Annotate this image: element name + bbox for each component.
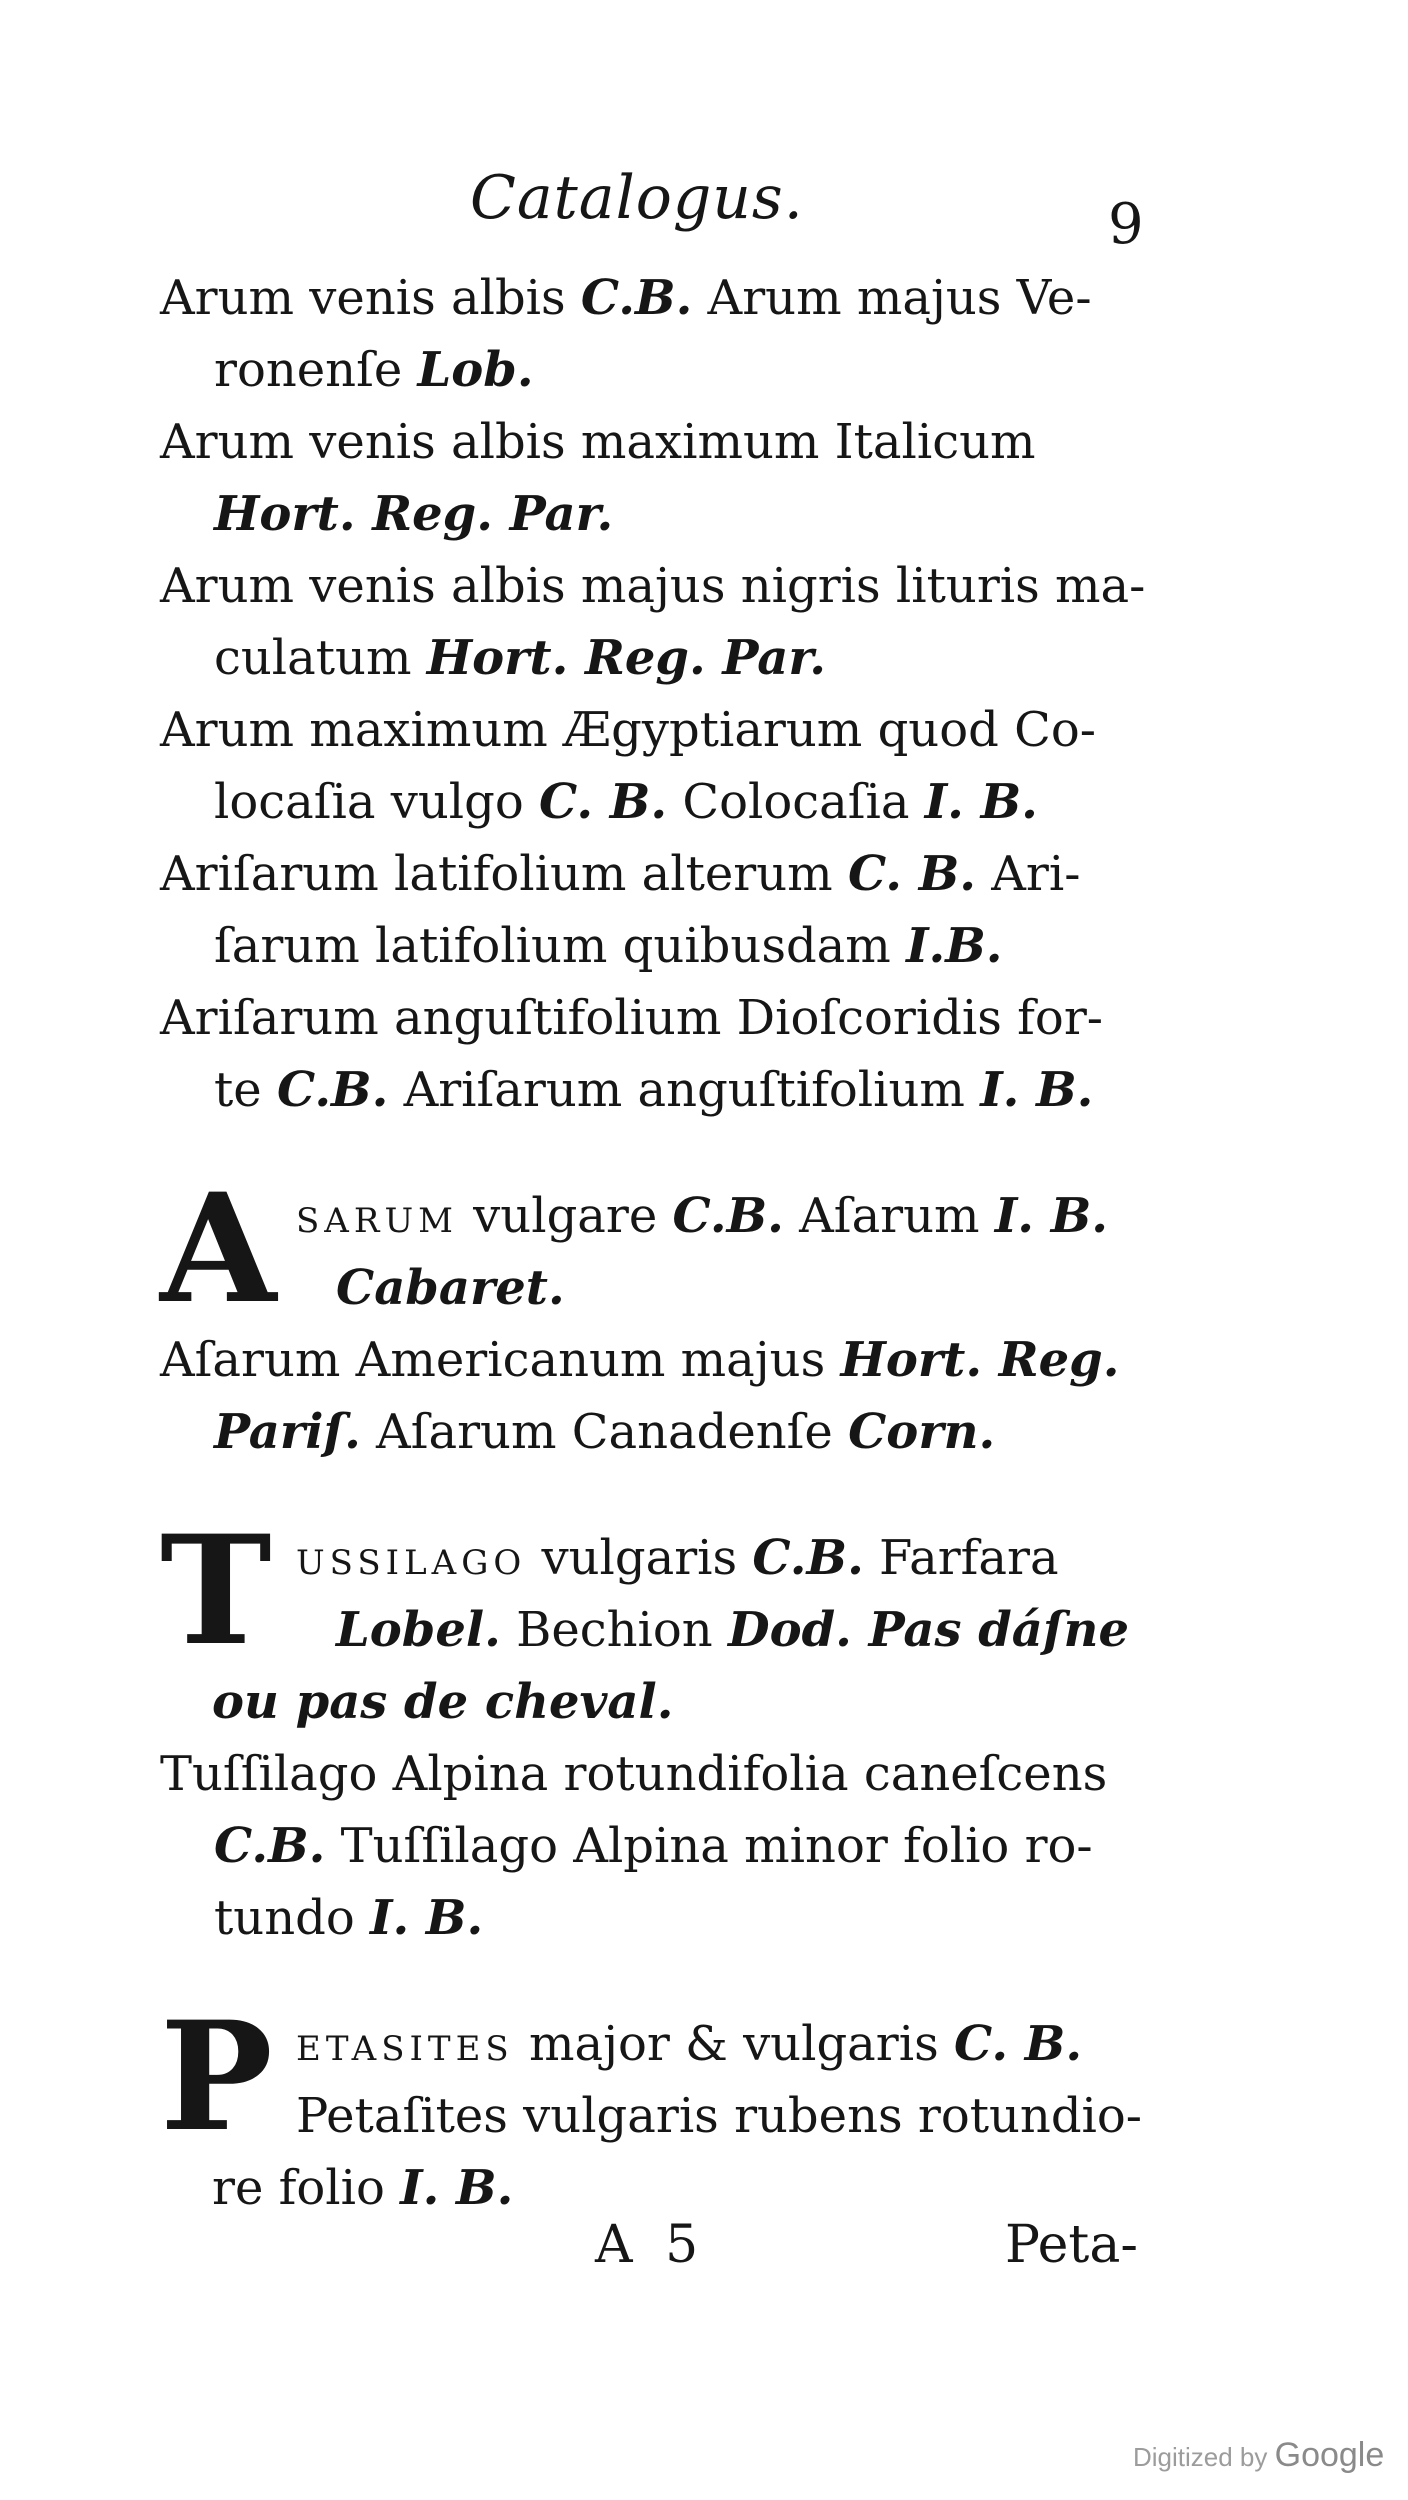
catalogue-entry: Ariſarum anguſtifolium Dioſcoridis for- te C.B. Ariſarum anguſtifolium I. B. [160,990,1103,1118]
signature-mark: A 5 [595,2215,707,2275]
drop-cap-entry: T ussilago vulgaris C.B. Farfara Lobel. Bechion Dod. Pas dáſne ou pas de cheval. [160,1522,1185,1738]
drop-cap-initial: T [160,1503,272,1679]
section-lead-word: ussilago [296,1530,527,1586]
section-lead-word: etasites [296,2016,514,2072]
drop-cap-initial: P [160,1989,273,2165]
catalogue-entry: Arum maximum Ægyptiarum quod Co- locaſia vulgo C. B. Colocaſia I. B. [160,702,1096,830]
catalogue-entry: Ariſarum latifolium alterum C. B. Ari- ſarum latifolium quibusdam I.B. [160,846,1081,974]
catalogue-entry: Arum venis albis majus nigris lituris ma- culatum Hort. Reg. Par. [160,558,1146,686]
catalogue-body [160,262,1185,2224]
tussilago-section [160,1503,1185,1954]
catalogue-entry: Arum venis albis C.B. Arum majus Ve- ronenſe Lob. [160,270,1092,398]
section-lead-word: sarum [296,1188,458,1244]
page-number: 9 [1108,192,1144,257]
catalogue-entry: Tuſſilago Alpina rotundifolia caneſcens C.B. Tuſſilago Alpina minor folio ro- tundo I. B. [160,1746,1108,1946]
vernacular-name: Cabaret. [336,1260,565,1316]
google-wordmark: Google [1274,2436,1385,2474]
catchword: Peta- [1005,2215,1138,2275]
petasites-section [160,1989,1185,2224]
arum-section [160,262,1185,1126]
drop-cap-initial: A [160,1161,277,1337]
drop-cap-entry: P etasites major & vulgaris C. B. Petaſites vulgaris rubens rotundio- re folio I. B. [160,1989,1143,2216]
catalogue-entry: Aſarum Americanum majus Hort. Reg. Pariſ. Aſarum Canadenſe Corn. [160,1332,1120,1460]
catalogue-entry: Arum venis albis maximum Italicum Hort. Reg. Par. [160,414,1036,542]
digitization-watermark: Digitized by Google [1133,2436,1385,2474]
drop-cap-entry: A sarum vulgare C.B. Aſarum I. B. Cabaret. [160,1180,1185,1324]
asarum-section [160,1161,1185,1468]
running-head: Catalogus. [470,163,804,233]
vernacular-name: ou pas de cheval. [212,1674,674,1730]
